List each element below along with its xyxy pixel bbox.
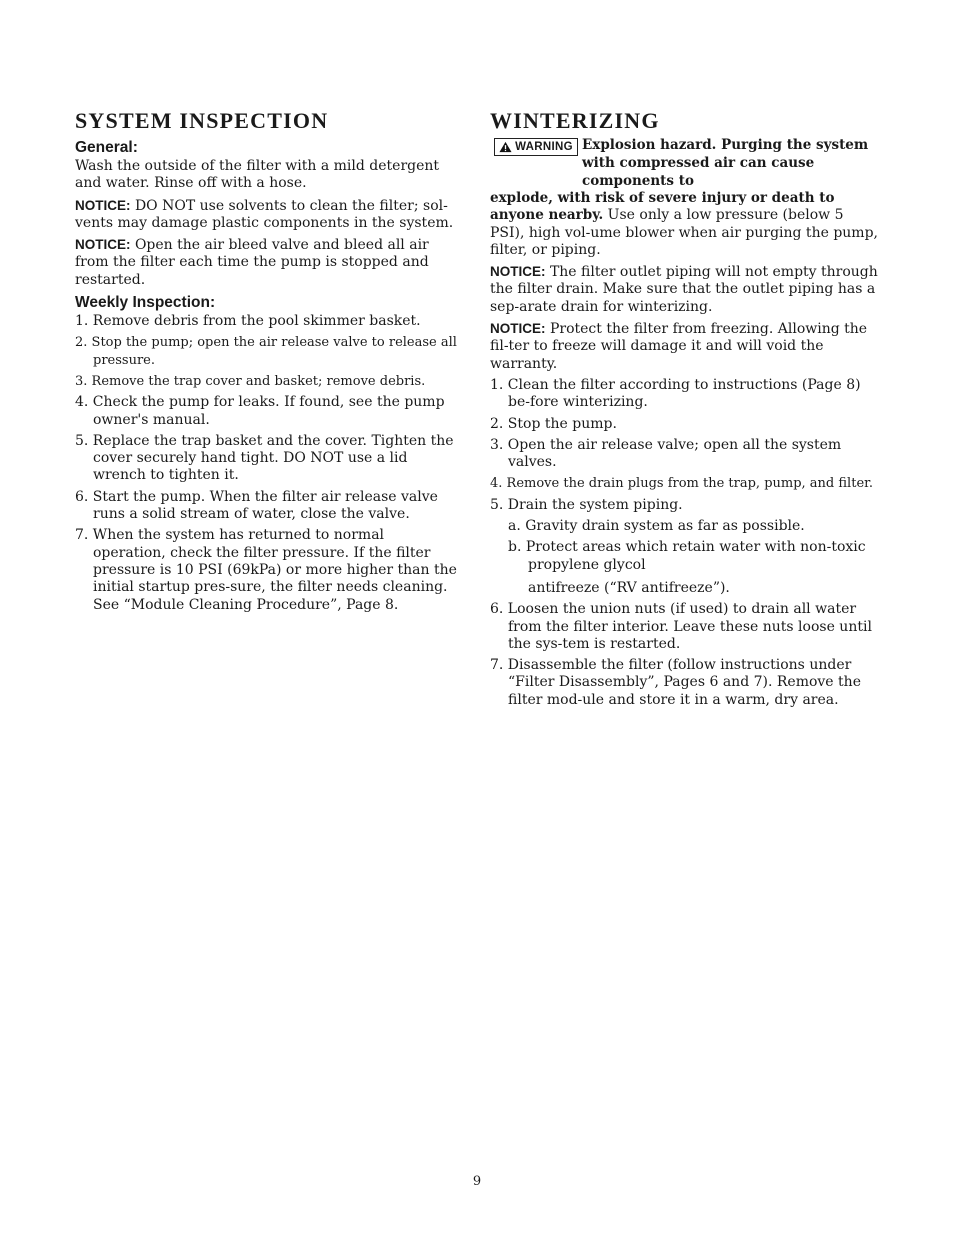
list-item: 5. Drain the system piping. [490, 496, 683, 513]
list-item: 1. Remove debris from the pool skimmer basket. [75, 313, 421, 330]
list-item: 4. Check the pump for leaks. If found, see the pump owner's manual. [75, 394, 445, 428]
winterizing-column [490, 108, 882, 713]
warning-block [490, 136, 882, 259]
drain-substeps [508, 518, 882, 597]
list-item: 6. Start the pump. When the filter air release valve runs a solid stream of water, close the valve. [75, 488, 438, 523]
warning-bold-text: explode, with risk of severe injury or death to anyone nearby. [490, 190, 835, 224]
list-item: 3. Open the air release valve; open all the system valves. [490, 436, 842, 471]
notice-text: Protect the filter from freezing. Allowing the fil-ter to freeze will damage it and will void the warranty. [490, 321, 868, 372]
notice-solvents [75, 197, 461, 233]
warning-badge [494, 138, 578, 156]
notice-label: NOTICE: [75, 237, 131, 253]
notice-outlet-piping [490, 263, 882, 316]
list-item: b. Protect areas which retain water with non-toxic propylene glycol [508, 539, 866, 573]
notice-label: NOTICE: [490, 264, 546, 280]
warning-body: Use only a low pressure (below 5 PSI), high vol-ume blower when air purging the pump, filter, or piping. [490, 207, 878, 258]
list-item: 2. Stop the pump; open the air release valve to release all pressure. [75, 335, 457, 368]
general-heading: General: [75, 139, 138, 156]
notice-air-bleed [75, 236, 461, 289]
list-item: 3. Remove the trap cover and basket; remove debris. [75, 373, 426, 389]
notice-freezing [490, 320, 882, 373]
list-item: 4. Remove the drain plugs from the trap, pump, and filter. [490, 476, 874, 492]
list-item: a. Gravity drain system as far as possible. [508, 518, 805, 535]
winterizing-list-continued [490, 601, 882, 709]
list-item-continuation: antifreeze (“RV antifreeze”). [528, 579, 730, 596]
notice-text: DO NOT use solvents to clean the filter; sol-vents may damage plastic components in the system. [75, 197, 454, 231]
list-item: 7. Disassemble the filter (follow instructions under “Filter Disassembly”, Pages 6 and 7). Remove the filter mod-ule and store it in a warm, dry area. [490, 657, 861, 708]
notice-text: The filter outlet piping will not empty through the filter drain. Make sure that the outlet piping has a sep-arate drain for winterizing. [490, 264, 878, 315]
page-number: 9 [472, 1174, 482, 1189]
weekly-inspection-heading: Weekly Inspection: [75, 294, 216, 312]
list-item: 2. Stop the pump. [490, 415, 617, 432]
list-item: 6. Loosen the union nuts (if used) to drain all water from the filter interior. Leave these nuts loose until the sys-tem is restarted. [490, 601, 872, 652]
list-item: 5. Replace the trap basket and the cover. Tighten the cover securely hand tight. DO NOT use a lid wrench to tighten it. [75, 432, 454, 484]
list-item: 7. When the system has returned to normal operation, check the filter pressure. If the filter pressure is 10 PSI (69kPa) or more higher than the initial startup pres-sure, the filter needs cleaning. See “Module Cleaning Procedure”, Page 8. [75, 527, 457, 613]
warning-label: WARNING [515, 141, 573, 153]
system-inspection-column [75, 108, 461, 618]
warning-headline: Explosion hazard. Purging the system with compressed air can cause components to [582, 137, 869, 189]
notice-label: NOTICE: [75, 197, 131, 213]
system-inspection-title: SYSTEM INSPECTION [75, 108, 329, 133]
warning-triangle-icon [499, 141, 512, 153]
warning-text [490, 190, 882, 259]
notice-text: Open the air bleed valve and bleed all air from the filter each time the pump is stopped and restarted. [75, 237, 429, 288]
notice-label: NOTICE: [490, 321, 546, 337]
list-item: 1. Clean the filter according to instructions (Page 8) be-fore winterizing. [490, 376, 861, 411]
weekly-inspection-list [75, 313, 461, 614]
winterizing-title: WINTERIZING [490, 108, 660, 133]
winterizing-list [490, 377, 882, 514]
general-text: Wash the outside of the filter with a mild detergent and water. Rinse off with a hose. [75, 158, 440, 192]
